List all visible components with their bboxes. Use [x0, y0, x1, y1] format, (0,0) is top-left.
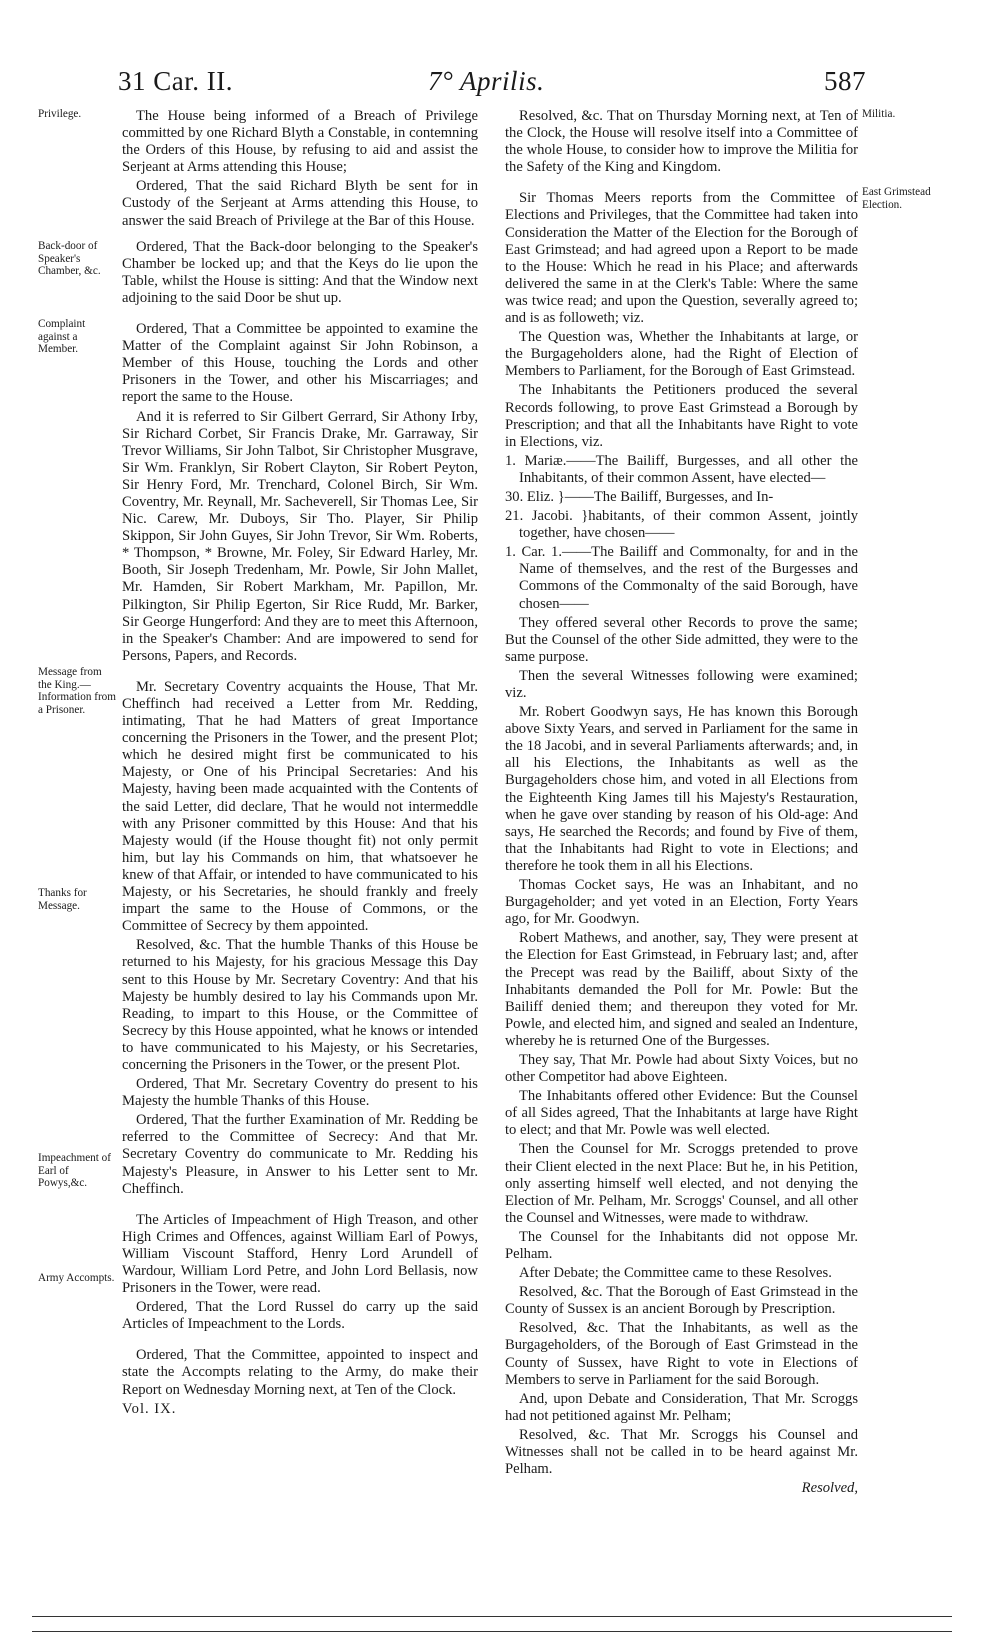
paragraph: The Inhabitants the Petitioners produced the several Records following, to prove East Grimstead a Borough by Prescription; and that all the Inhabitants have Right to vote in Elections, viz.	[505, 382, 858, 450]
bottom-rule	[32, 1631, 952, 1632]
margin-note-complaint: Complaint against a Member.	[38, 318, 86, 355]
margin-note-message: Message from the King.—Information from a Prisoner.	[38, 666, 116, 716]
paragraph: Then the several Witnesses following were examined; viz.	[505, 667, 858, 701]
paragraph: Then the Counsel for Mr. Scroggs pretended to prove their Client elected in the next Place: But he, in his Petition, only asserting himself well elected, and not denying the Election of Mr. Pelham, Mr. Scroggs' Counsel, and all other the Counsel and Witnesses, were made to withdraw.	[505, 1141, 858, 1226]
date-heading: 7° Aprilis.	[428, 66, 545, 96]
paragraph: The Question was, Whether the Inhabitants at large, or the Burgageholders alone, had the Right of Election of Members to Parliament, for the Borough of East Grimstead.	[505, 329, 858, 380]
margin-note-backdoor: Back-door of Speaker's Chamber, &c.	[38, 240, 101, 277]
paragraph: The Inhabitants offered other Evidence: But the Counsel of all Sides agreed, That the Inhabitants at large have Right to elect; and that Mr. Powle was well elected.	[505, 1088, 858, 1139]
margin-note-privilege: Privilege.	[38, 108, 82, 120]
left-column	[122, 108, 478, 1420]
signature-mark: Vol. IX.	[122, 1400, 177, 1417]
page-number: 587	[824, 66, 866, 96]
right-column	[505, 108, 858, 1499]
paragraph: Resolved, &c. That the humble Thanks of this House be returned to his Majesty, for his gracious Message this Day sent to this House by Mr. Secretary Coventry: And that his Majesty be humbly desired to lay his Commands upon Mr. Reading, to impart to this House, or the Committee of Secrecy by this House appointed, what he knows or intended to have communicated to his Majesty, or his Secretaries, concerning the Prisoners in the Tower, or the present Plot.	[122, 937, 478, 1073]
paragraph: Resolved, &c. That on Thursday Morning next, at Ten of the Clock, the House will resolve itself into a Committee of the whole House, to consider how to improve the Militia for the Safety of the King and Kingdom.	[505, 108, 858, 176]
margin-note-impeachment: Impeachment of Earl of Powys,&c.	[38, 1152, 111, 1189]
paragraph: Resolved, &c. That the Inhabitants, as well as the Burgageholders, of the Borough of East Grimstead in the County of Sussex, have Right to vote in Elections of Members to serve in Parliament for the said Borough.	[505, 1320, 858, 1388]
paragraph: They offered several other Records to prove the same; But the Counsel of the other Side admitted, they were to the same purpose.	[505, 614, 858, 665]
margin-note-thanks: Thanks for Message.	[38, 887, 87, 912]
paragraph: Ordered, That a Committee be appointed to examine the Matter of the Complaint against Sir John Robinson, a Member of this House, touching the Lords and other Prisoners in the Tower, and other his Miscarriages; and report the same to the House.	[122, 321, 478, 406]
paragraph: Ordered, That the said Richard Blyth be sent for in Custody of the Serjeant at Arms attending this House, to answer the said Breach of Privilege at the Bar of this House.	[122, 178, 478, 229]
regnal-year: 31 Car. II.	[118, 66, 233, 96]
catchword: Resolved,	[801, 1480, 858, 1497]
paragraph: The Counsel for the Inhabitants did not oppose Mr. Pelham.	[505, 1228, 858, 1262]
bottom-rule	[32, 1616, 952, 1617]
paragraph: Mr. Robert Goodwyn says, He has known this Borough above Sixty Years, and served in Parliament for the same in the 18 Jacobi, and in several Parliaments afterwards; and, in all his Elections, the Inhabitants as well as the Burgageholders chose him, and voted in all Elections from the Eighteenth King James till his Majesty's Restauration, when he gave over standing by reason of his Old-age: And says, He searched the Records; and found by Five of them, that the Inhabitants had Right to vote in Elections; and therefore he took them in all his Elections.	[505, 704, 858, 874]
paragraph: Ordered, That the Lord Russel do carry up the said Articles of Impeachment to the Lords.	[122, 1299, 478, 1333]
paragraph: Resolved, &c. That the Borough of East Grimstead in the County of Sussex is an ancient Borough by Prescription.	[505, 1284, 858, 1318]
paragraph: Ordered, That Mr. Secretary Coventry do present to his Majesty the humble Thanks of this House.	[122, 1076, 478, 1110]
record-entry: 1. Car. 1.——The Bailiff and Commonalty, for and in the Name of themselves, and the rest of the Burgesses and Commons of the Commonalty of the said Borough, have chosen——	[505, 544, 858, 612]
paragraph: Thomas Cocket says, He was an Inhabitant, and no Burgageholder; and yet voted in an Election, Forty Years ago, for Mr. Goodwyn.	[505, 877, 858, 928]
paragraph: Ordered, That the Committee, appointed to inspect and state the Accompts relating to the Army, do make their Report on Wednesday Morning next, at Ten of the Clock.	[122, 1347, 478, 1398]
record-entry: 30. Eliz. }——The Bailiff, Burgesses, and In-	[505, 488, 774, 505]
paragraph: Ordered, That the Back-door belonging to the Speaker's Chamber be locked up; and that the Keys do lie upon the Table, whilst the House is sitting: And that the Window next adjoining to the said Door be shut up.	[122, 238, 478, 306]
paragraph: After Debate; the Committee came to these Resolves.	[519, 1265, 832, 1282]
margin-note-east-grimstead: East Grimstead Election.	[862, 186, 931, 211]
margin-note-army: Army Accompts.	[38, 1272, 115, 1284]
paragraph: They say, That Mr. Powle had about Sixty Voices, but no other Competitor had above Eighteen.	[505, 1051, 858, 1086]
paragraph: Resolved, &c. That Mr. Scroggs his Counsel and Witnesses shall not be called in to be heard against Mr. Pelham.	[505, 1426, 858, 1478]
paragraph: The House being informed of a Breach of Privilege committed by one Richard Blyth a Constable, in contemning the Orders of this House, by refusing to aid and assist the Serjeant at Arms attending this House;	[122, 108, 478, 176]
paragraph: And, upon Debate and Consideration, That Mr. Scroggs had not petitioned against Mr. Pelham;	[505, 1390, 858, 1424]
paragraph: Ordered, That the further Examination of Mr. Redding be referred to the Committee of Secrecy: And that Mr. Secretary Coventry do communicate to Mr. Redding his Majesty's Pleasure, in Answer to his Letter sent to Mr. Cheffinch.	[122, 1112, 478, 1197]
paragraph: Mr. Secretary Coventry acquaints the House, That Mr. Cheffinch had received a Letter from Mr. Redding, intimating, That he had Matters of great Importance concerning the Prisoners in the Tower, and the present Plot; which he desired might first be communicated to his Majesty, or One of his Principal Secretaries: And his Majesty, having been made acquainted with the Contents of the said Letter, did declare, That he would not intermeddle with any Prisoner committed by this House: And that his Majesty would (if the House thought fit) not only permit him, but lay his Commands on him, that whatsoever he knew of that Affair, or intended to have communicated to his Majesty, or his Secretaries, he should frankly and freely impart the same to the House of Commons, or the Committee of Secrecy by them appointed.	[122, 678, 478, 935]
paragraph: Robert Mathews, and another, say, They were present at the Election for East Grimstead, in February last; and, after the Precept was read by the Bailiff, about Sixty of the Inhabitants demanded the Poll for Mr. Powle: But the Bailiff denied them; and thereupon they voted for Mr. Powle, and elected him, and signed and sealed an Indenture, whereby he is returned One of the Burgesses.	[505, 930, 858, 1049]
paragraph: The Articles of Impeachment of High Treason, and other High Crimes and Offences, against William Earl of Powys, William Viscount Stafford, Henry Lord Arundell of Wardour, William Lord Petre, and John Lord Bellasis, now Prisoners in the Tower, were read.	[122, 1211, 478, 1297]
record-entry: 1. Mariæ.——The Bailiff, Burgesses, and all other the Inhabitants, of their common Assent, have elected—	[505, 452, 858, 486]
paragraph: Sir Thomas Meers reports from the Committee of Elections and Privileges, that the Committee had taken into Consideration the Matter of the Election for the Borough of East Grimstead; and had agreed upon a Report to be made to the House: Which he read in his Place; and afterwards delivered the same in at the Clerk's Table: Where the same was twice read; and upon the Question, severally agreed to; and is as followeth; viz.	[505, 190, 858, 327]
page-header	[0, 66, 992, 106]
margin-note-militia: Militia.	[862, 108, 896, 120]
record-entry: 21. Jacobi. }habitants, of their common Assent, jointly together, have chosen——	[505, 508, 858, 542]
paragraph: And it is referred to Sir Gilbert Gerrard, Sir Athony Irby, Sir Richard Corbet, Sir Francis Drake, Mr. Garraway, Sir Trevor Williams, Sir John Talbot, Sir Christopher Musgrave, Sir Wm. Franklyn, Sir Robert Clayton, Sir Robert Peyton, Sir Henry Ford, Mr. Trenchard, Colonel Birch, Sir Wm. Coventry, Mr. Reynall, Mr. Sacheverell, Sir Thomas Lee, Sir Nic. Carew, Mr. Duboys, Sir Tho. Player, Sir Philip Skippon, Sir John Guyes, Sir John Trevor, Sir Wm. Roberts, * Thompson, * Browne, Mr. Foley, Sir Edward Harley, Mr. Booth, Sir Joseph Tredenham, Mr. Powle, Sir John Mallet, Mr. Hamden, Sir Robert Markham, Mr. Papillon, Mr. Pilkington, Sir Philip Egerton, Sir Rice Rudd, Mr. Barker, Sir George Hungerford: And they are to meet this Afternoon, in the Speaker's Chamber: And are impowered to send for Persons, Papers, and Records.	[122, 408, 478, 664]
